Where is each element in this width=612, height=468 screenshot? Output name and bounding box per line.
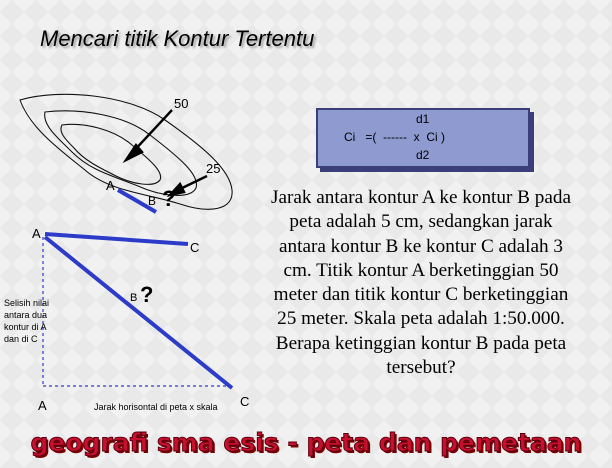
contour-line-middle [45, 111, 197, 195]
question-mark-profile: ? [140, 282, 154, 307]
profile-segment-ac [45, 234, 188, 244]
side-note [4, 298, 49, 344]
contour-lines [20, 94, 232, 209]
point-label-a-map: A [106, 178, 115, 193]
side-note-line: dan di C [4, 334, 38, 344]
slide-title: Mencari titik Kontur Tertentu [40, 26, 315, 51]
formula-box [316, 108, 530, 168]
side-note-line: antara dua [4, 310, 48, 320]
contour-label-25: 25 [206, 161, 221, 176]
point-label-b-map: B [148, 194, 157, 208]
horizontal-distance-note: Jarak horisontal di peta x skala [94, 402, 218, 412]
profile-slope-line [45, 237, 232, 388]
contour-arrows [126, 110, 207, 195]
point-label-a-bottom: A [38, 398, 47, 413]
formula-main: Ci =( ------ x Ci ) [344, 130, 445, 144]
formula-denominator: d2 [416, 148, 430, 162]
point-label-c-profile: C [190, 240, 200, 255]
point-label-b-profile: B [130, 292, 138, 304]
arrow-50-head [126, 145, 142, 160]
question-mark-map: ? [162, 186, 176, 211]
side-note-line: kontur di A [4, 322, 47, 332]
footer-banner: geografi sma esis - peta dan pemetaan [30, 428, 582, 457]
point-label-a-profile: A [32, 226, 41, 241]
formula-numerator: d1 [416, 112, 430, 126]
point-label-c-bottom: C [240, 394, 250, 409]
side-note-line: Selisih nilai [4, 298, 50, 308]
contour-label-50: 50 [174, 96, 189, 111]
problem-text: Jarak antara kontur A ke kontur B pada peta adalah 5 cm, sedangkan jarak antara kontur B ke kontur C adalah 3 cm. Titik kontur A berketinggian 50 meter dan titik kontur C berketinggian 25 meter. Skala peta adalah 1:50.000. Berapa ketinggian kontur B pada peta tersebut? [271, 187, 571, 379]
